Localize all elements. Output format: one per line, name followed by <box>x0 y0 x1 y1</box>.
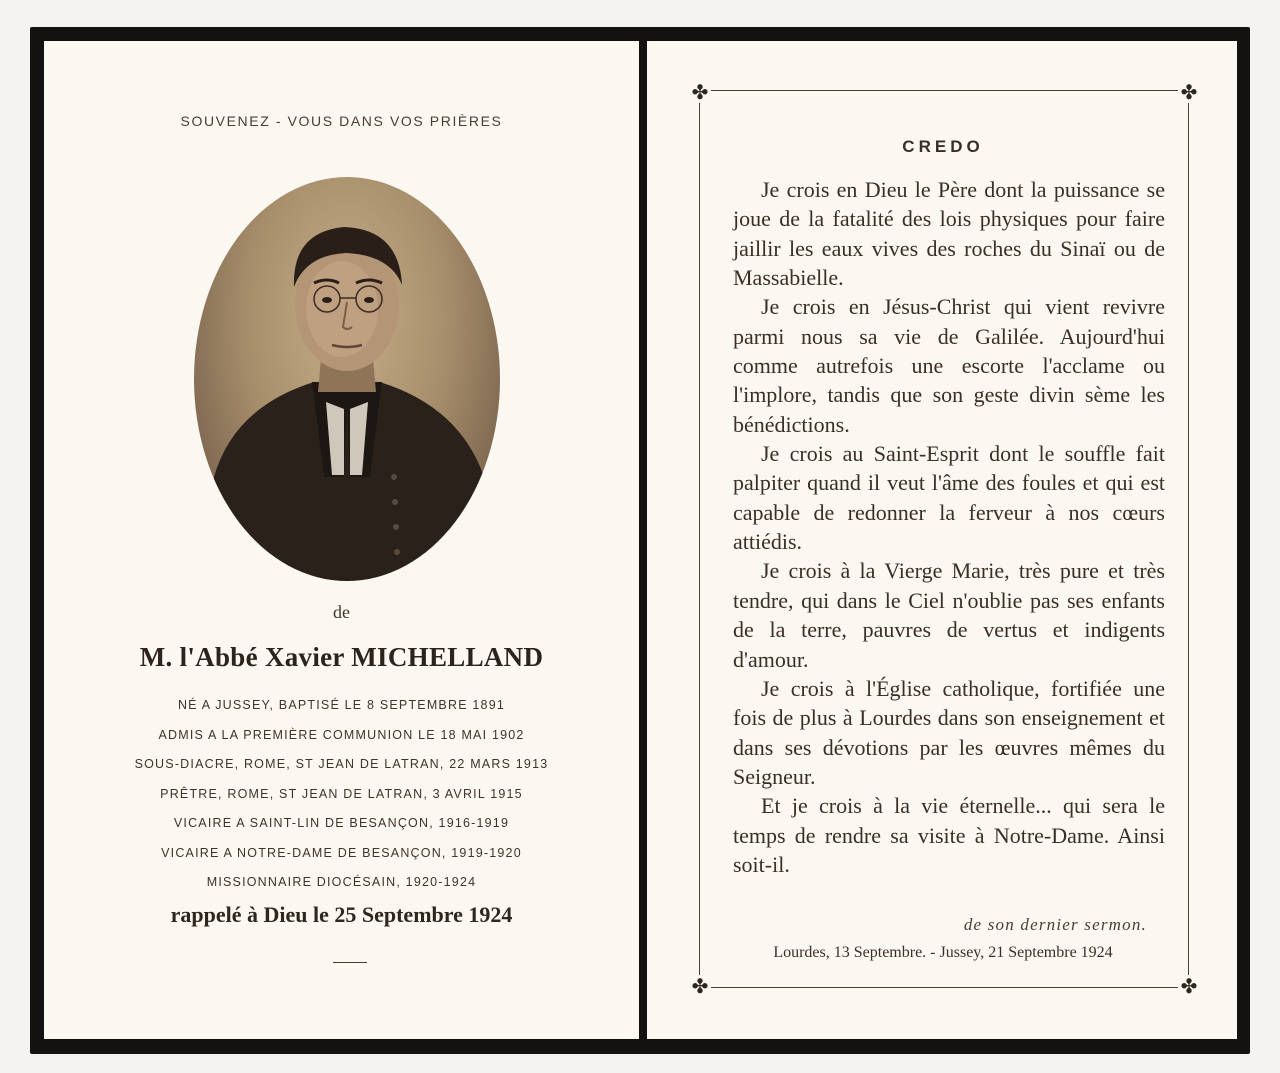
dates-footer: Lourdes, 13 Septembre. - Jussey, 21 Septembre 1924 <box>773 944 1113 961</box>
left-panel <box>44 41 639 1039</box>
bio-line: NÉ A JUSSEY, BAPTISÉ LE 8 SEPTEMBRE 1891 <box>177 698 506 712</box>
credo-paragraph: Je crois en Dieu le Père dont la puissance se joue de la fatalité des lois physiques pour faire jaillir les eaux vives des roches du Sinaï ou de Massabielle. <box>733 177 1165 291</box>
remember-heading: SOUVENEZ - VOUS DANS VOS PRIÈRES <box>180 113 503 129</box>
credo-paragraph: Je crois au Saint-Esprit dont le souffle fait palpiter quand il veut l'âme des foules et qui est capable de redonner la ferveur à nos cœurs attiédis. <box>733 441 1165 555</box>
right-panel <box>647 41 1237 1039</box>
bio-line: PRÊTRE, ROME, ST JEAN DE LATRAN, 3 AVRIL 1915 <box>160 786 523 801</box>
sermon-attribution: de son dernier sermon. <box>963 915 1147 934</box>
corner-ornament-icon: ✤ <box>689 975 711 997</box>
portrait-photo <box>194 177 500 581</box>
deceased-name: M. l'Abbé Xavier MICHELLAND <box>139 642 544 672</box>
priest-portrait-icon <box>194 177 500 581</box>
bio-line: MISSIONNAIRE DIOCÉSAIN, 1920-1924 <box>206 875 477 889</box>
credo-paragraph: Je crois à la Vierge Marie, très pure et très tendre, qui dans le Ciel n'oublie pas ses enfants de la terre, pauvres de vertus et indigents d'amour. <box>733 558 1165 672</box>
divider-dash <box>333 962 367 963</box>
memorial-card <box>30 27 1250 1054</box>
bio-line: ADMIS A LA PREMIÈRE COMMUNION LE 18 MAI 1902 <box>158 727 525 742</box>
credo-paragraph: Je crois à l'Église catholique, fortifiée une fois de plus à Lourdes dans son enseignement et dans ses dévotions par les œuvres mêmes du Seigneur. <box>733 675 1165 789</box>
de-connector: de <box>333 602 350 622</box>
biography-list <box>44 691 639 898</box>
credo-title: CREDO <box>902 137 984 156</box>
bio-line: VICAIRE A SAINT-LIN DE BESANÇON, 1916-1919 <box>173 816 510 830</box>
credo-text <box>733 175 1165 879</box>
corner-ornament-icon: ✤ <box>689 81 711 103</box>
corner-ornament-icon: ✤ <box>1178 975 1200 997</box>
credo-paragraph: Et je crois à la vie éternelle... qui sera le temps de rendre sa visite à Notre-Dame. Ainsi soit-il. <box>733 793 1165 877</box>
bio-line: SOUS-DIACRE, ROME, ST JEAN DE LATRAN, 22 MARS 1913 <box>134 757 549 771</box>
death-date: rappelé à Dieu le 25 Septembre 1924 <box>170 902 513 927</box>
corner-ornament-icon: ✤ <box>1178 81 1200 103</box>
credo-paragraph: Je crois en Jésus-Christ qui vient revivre parmi nous sa vie de Galilée. Aujourd'hui comme autrefois une escorte l'acclame ou l'implore, tandis que son geste divin sème les bénédictions. <box>733 294 1165 437</box>
bio-line: VICAIRE A NOTRE-DAME DE BESANÇON, 1919-1920 <box>161 845 522 860</box>
